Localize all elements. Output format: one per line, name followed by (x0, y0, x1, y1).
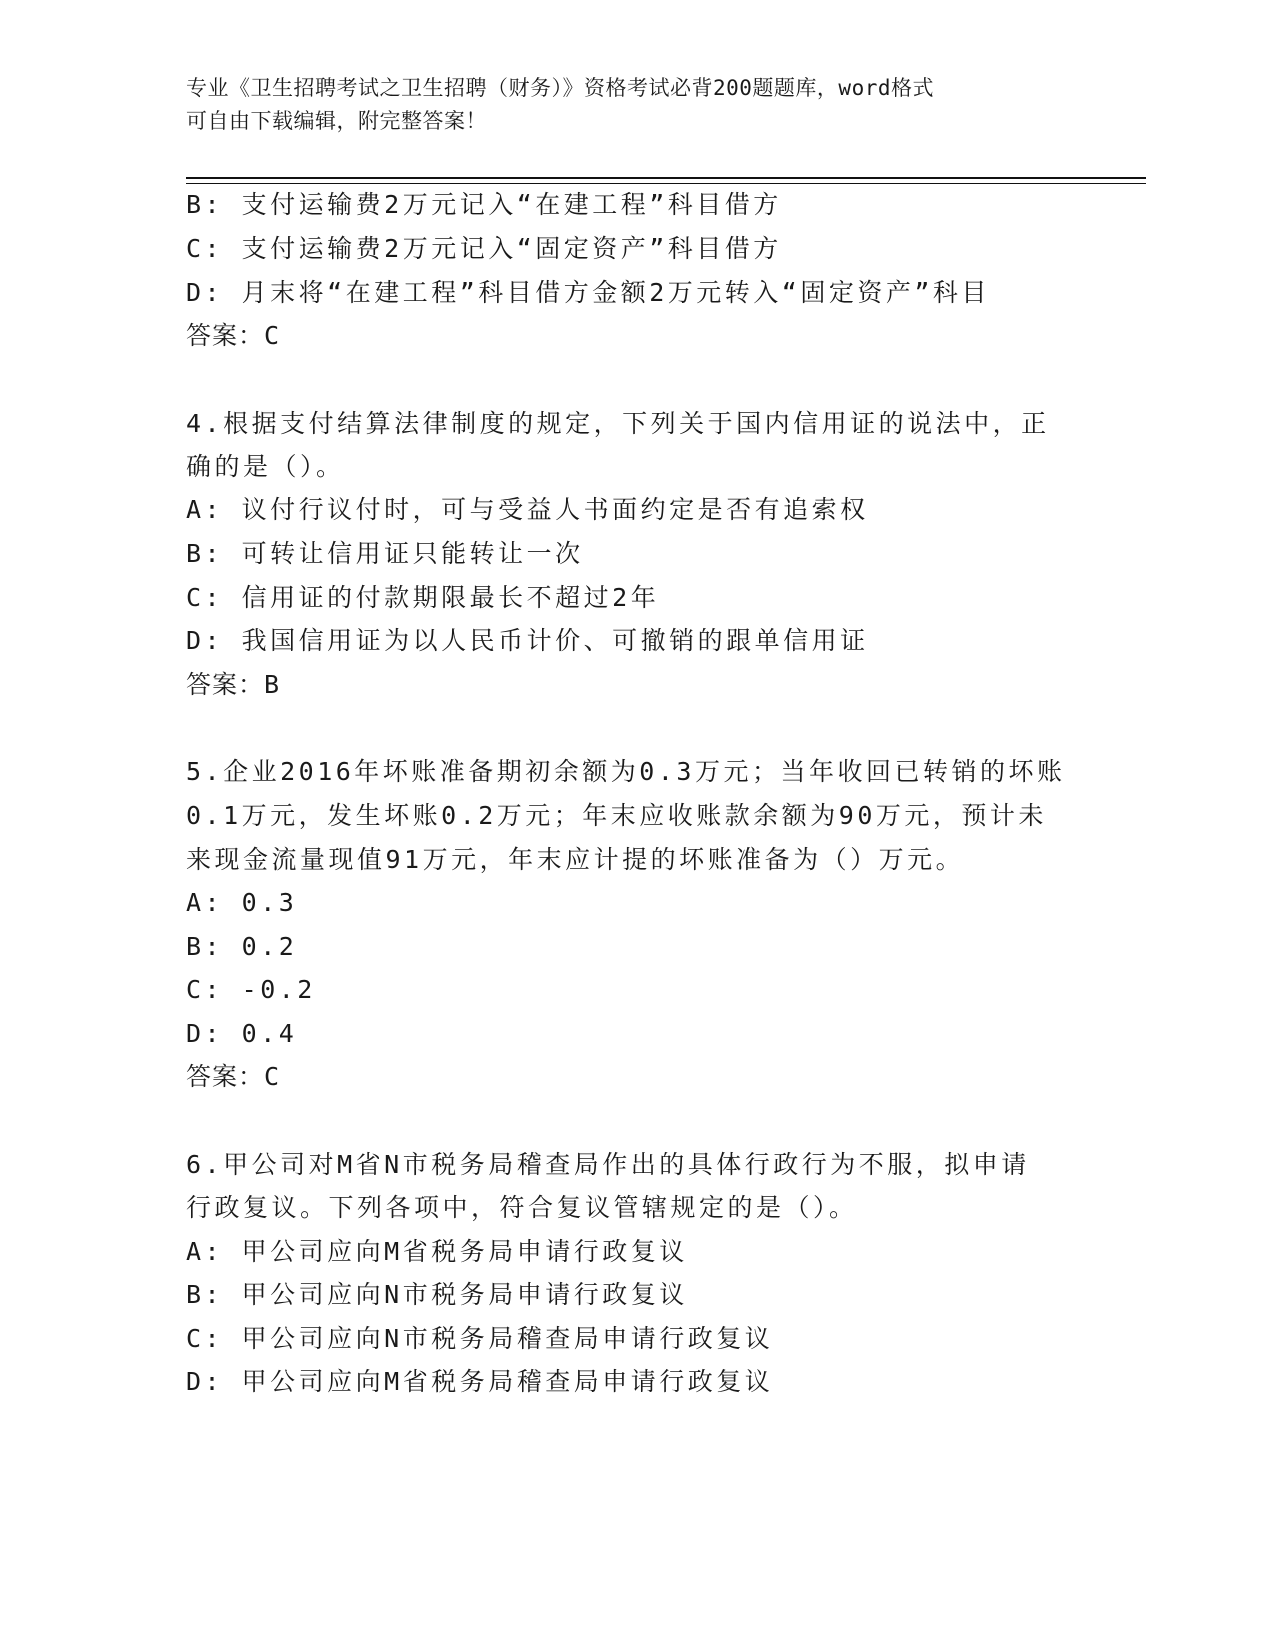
q6-option-a: A: 甲公司应向M省税务局申请行政复议 (186, 1237, 688, 1266)
q5-answer: 答案：C (186, 1062, 281, 1091)
header-line-2: 可自由下载编辑，附完整答案！ (186, 109, 487, 133)
q4-stem-line-1: 4.根据支付结算法律制度的规定，下列关于国内信用证的说法中，正 (186, 409, 1050, 438)
header-rule-thick (186, 177, 1146, 179)
q5-stem-line-1: 5.企业2016年坏账准备期初余额为0.3万元；当年收回已转销的坏账 (186, 757, 1066, 786)
q4-option-a: A: 议付行议付时，可与受益人书面约定是否有追索权 (186, 495, 869, 524)
q5-option-b: B: 0.2 (186, 932, 298, 961)
q4-stem-line-2: 确的是（）。 (186, 452, 345, 481)
q4-option-d: D: 我国信用证为以人民币计价、可撤销的跟单信用证 (186, 626, 869, 655)
q6-stem-line-1: 6.甲公司对M省N市税务局稽查局作出的具体行政行为不服，拟申请 (186, 1150, 1030, 1179)
q3-answer: 答案：C (186, 321, 281, 350)
q3-option-d: D: 月末将“在建工程”科目借方金额2万元转入“固定资产”科目 (186, 278, 990, 307)
document-header (186, 72, 1086, 138)
q4-option-b: B: 可转让信用证只能转让一次 (186, 539, 584, 568)
q6-option-d: D: 甲公司应向M省税务局稽查局申请行政复议 (186, 1367, 774, 1396)
q5-stem-line-3: 来现金流量现值91万元，年末应计提的坏账准备为（）万元。 (186, 845, 965, 874)
q5-option-c: C: -0.2 (186, 975, 316, 1004)
q5-option-a: A: 0.3 (186, 888, 298, 917)
q5-option-d: D: 0.4 (186, 1019, 298, 1048)
q5-stem-line-2: 0.1万元，发生坏账0.2万元；年末应收账款余额为90万元，预计未 (186, 801, 1047, 830)
q4-option-c: C: 信用证的付款期限最长不超过2年 (186, 583, 660, 612)
q6-option-c: C: 甲公司应向N市税务局稽查局申请行政复议 (186, 1324, 774, 1353)
header-rule-thin (186, 183, 1146, 184)
q3-option-b: B: 支付运输费2万元记入“在建工程”科目借方 (186, 190, 782, 219)
q6-option-b: B: 甲公司应向N市税务局申请行政复议 (186, 1280, 688, 1309)
q3-option-c: C: 支付运输费2万元记入“固定资产”科目借方 (186, 234, 782, 263)
header-line-1: 专业《卫生招聘考试之卫生招聘（财务）》资格考试必背200题题库，word格式 (186, 76, 934, 100)
q6-stem-line-2: 行政复议。下列各项中，符合复议管辖规定的是（）。 (186, 1193, 858, 1222)
q4-answer: 答案：B (186, 670, 281, 699)
